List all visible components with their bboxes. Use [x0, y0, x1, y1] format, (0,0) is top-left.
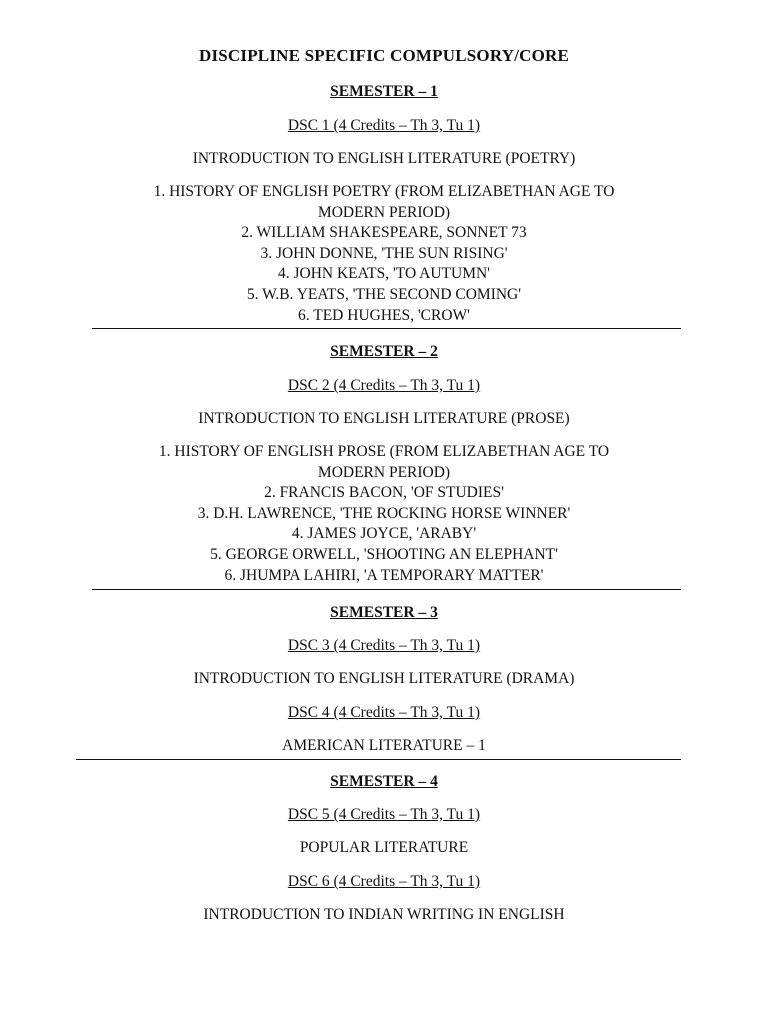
- dsc-3-title: INTRODUCTION TO ENGLISH LITERATURE (DRAMA): [193, 670, 575, 687]
- dsc-2-code: DSC 2 (4 Credits – Th 3, Tu 1): [287, 377, 481, 394]
- page-title: DISCIPLINE SPECIFIC COMPULSORY/CORE: [198, 46, 570, 65]
- dsc-6-code: DSC 6 (4 Credits – Th 3, Tu 1): [287, 873, 481, 890]
- dsc-2-item: 5. GEORGE ORWELL, 'SHOOTING AN ELEPHANT': [210, 546, 558, 563]
- dsc-1-item: 6. TED HUGHES, 'CROW': [298, 307, 470, 324]
- section-divider: [92, 589, 681, 590]
- dsc-2-title: INTRODUCTION TO ENGLISH LITERATURE (PROSE): [198, 410, 570, 427]
- dsc-4-code: DSC 4 (4 Credits – Th 3, Tu 1): [287, 704, 481, 721]
- section-divider: [92, 328, 681, 329]
- dsc-5-code: DSC 5 (4 Credits – Th 3, Tu 1): [287, 806, 481, 823]
- dsc-1-item: 3. JOHN DONNE, 'THE SUN RISING': [260, 245, 508, 262]
- dsc-6-title: INTRODUCTION TO INDIAN WRITING IN ENGLISH: [203, 906, 565, 923]
- dsc-2-item: MODERN PERIOD): [317, 464, 451, 481]
- dsc-1-item: 1. HISTORY OF ENGLISH POETRY (FROM ELIZABETHAN AGE TO: [153, 183, 615, 200]
- dsc-2-item: 1. HISTORY OF ENGLISH PROSE (FROM ELIZABETHAN AGE TO: [158, 443, 610, 460]
- semester-3-heading: SEMESTER – 3: [330, 604, 438, 621]
- dsc-1-title: INTRODUCTION TO ENGLISH LITERATURE (POETRY): [192, 150, 576, 167]
- dsc-3-code: DSC 3 (4 Credits – Th 3, Tu 1): [287, 637, 481, 654]
- dsc-1-item: 4. JOHN KEATS, 'TO AUTUMN': [278, 265, 490, 282]
- dsc-2-item: 3. D.H. LAWRENCE, 'THE ROCKING HORSE WINNER': [197, 505, 571, 522]
- dsc-2-item: 6. JHUMPA LAHIRI, 'A TEMPORARY MATTER': [224, 567, 544, 584]
- section-divider: [76, 759, 681, 760]
- semester-4-heading: SEMESTER – 4: [330, 773, 438, 790]
- dsc-2-item: 4. JAMES JOYCE, 'ARABY': [291, 525, 477, 542]
- dsc-4-title: AMERICAN LITERATURE – 1: [282, 737, 486, 754]
- dsc-2-item: 2. FRANCIS BACON, 'OF STUDIES': [264, 484, 504, 501]
- dsc-5-title: POPULAR LITERATURE: [299, 839, 469, 856]
- dsc-1-item: 5. W.B. YEATS, 'THE SECOND COMING': [246, 286, 522, 303]
- dsc-1-code: DSC 1 (4 Credits – Th 3, Tu 1): [287, 117, 481, 134]
- dsc-1-item: 2. WILLIAM SHAKESPEARE, SONNET 73: [241, 224, 527, 241]
- semester-1-heading: SEMESTER – 1: [330, 83, 438, 100]
- dsc-1-item: MODERN PERIOD): [317, 204, 451, 221]
- semester-2-heading: SEMESTER – 2: [330, 343, 438, 360]
